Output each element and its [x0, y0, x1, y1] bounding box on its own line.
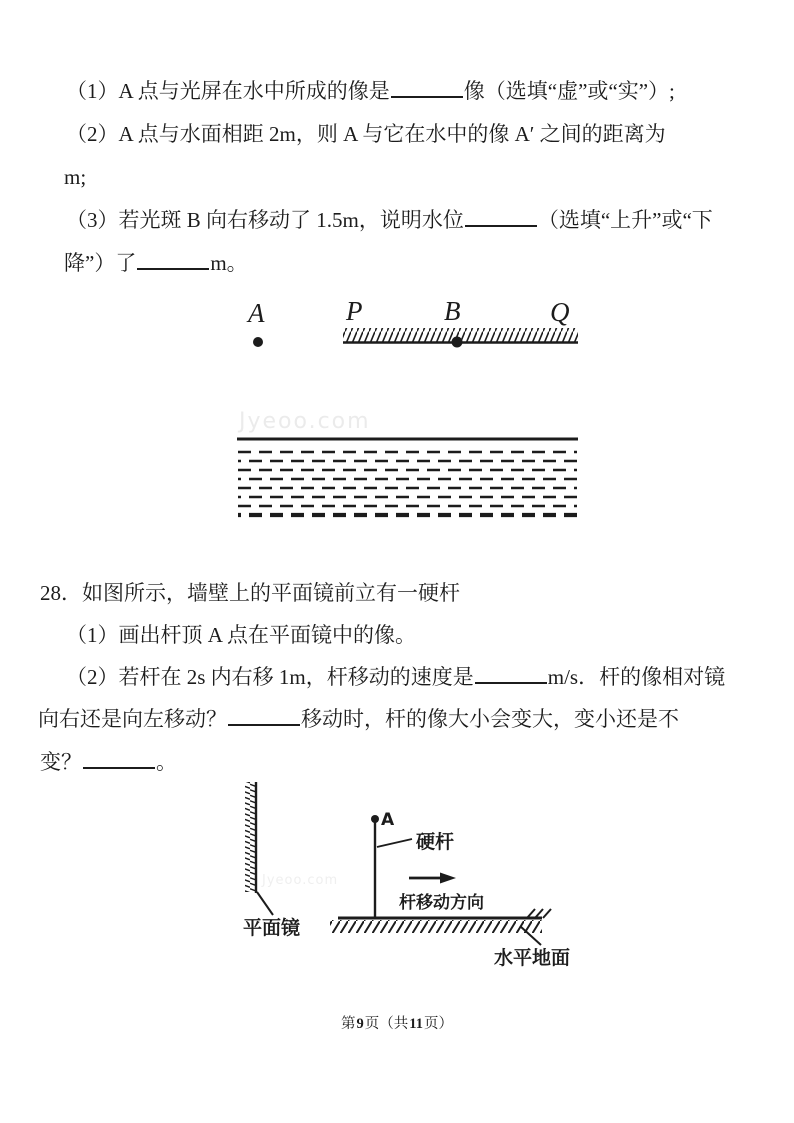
q27-item3-answer-blank — [465, 207, 537, 227]
q28-item2-cont1-answer-blank — [228, 706, 300, 726]
fig2-mirror-label-pointer — [257, 892, 273, 915]
fig1-label-point-q: Q — [550, 297, 570, 327]
q27-item2-text: （2）A 点与水面相距 2m，则 A 与它在水中的像 A′ 之间的距离为 — [66, 122, 666, 146]
footer-suffix: 页） — [423, 1016, 453, 1032]
fig2-mirror-label: 平面镜 — [243, 917, 301, 939]
fig2-watermark: Jyeoo.com — [262, 873, 339, 888]
figure-mirror-rod — [228, 778, 608, 978]
q27-item3-cont-post: m。 — [210, 251, 248, 275]
q28-header-text: 28．如图所示，墙壁上的平面镜前立有一硬杆 — [40, 581, 460, 605]
q28-item2-line — [66, 664, 725, 691]
q28-item2-cont2-post: 。 — [156, 750, 177, 774]
fig2-mirror-hatching — [245, 782, 256, 892]
footer-prefix: 第 — [341, 1016, 356, 1032]
fig2-ground-label: 水平地面 — [494, 947, 571, 969]
fig1-label-point-a: A — [248, 298, 265, 328]
fig2-ground-hatching — [330, 920, 542, 933]
q27-item1-line — [66, 78, 675, 105]
q28-item1-text: （1）画出杆顶 A 点在平面镜中的像。 — [66, 623, 417, 647]
fig2-label-point-a: A — [381, 810, 395, 830]
q27-item3-cont-pre: 降”）了 — [64, 251, 137, 275]
footer-middle: 页（共 — [364, 1016, 409, 1032]
q28-item2-cont1-post: 移动时，杆的像大小会变大，变小还是不 — [301, 707, 679, 731]
q27-item1-post: 像（选填“虚”或“实”）; — [463, 79, 675, 103]
fig2-direction-arrow-head — [440, 873, 456, 884]
q27-item3-line — [66, 207, 713, 234]
fig2-rod-top-dot — [371, 815, 379, 823]
footer-page-number: 9 — [356, 1016, 364, 1032]
fig1-point-a-dot — [253, 337, 263, 347]
q28-item2-cont1-pre: 向右还是向左移动？ — [38, 707, 227, 731]
q27-item3-post: （选填“上升”或“下 — [537, 208, 713, 232]
q28-item2-cont2-answer-blank — [83, 749, 155, 769]
fig2-rod-label: 硬杆 — [416, 831, 455, 853]
q27-item1-answer-blank — [391, 78, 463, 98]
fig2-direction-label: 杆移动方向 — [399, 893, 484, 913]
fig1-watermark: Jyeoo.com — [239, 409, 371, 434]
q27-item1-pre: （1）A 点与光屏在水中所成的像是 — [66, 79, 390, 103]
fig1-point-b-dot — [452, 337, 463, 348]
q28-item1-line — [66, 622, 416, 649]
q28-item2-cont2-pre: 变？ — [40, 750, 82, 774]
q28-item2-answer-blank — [475, 664, 547, 684]
q27-item3-continuation — [64, 250, 248, 277]
q28-item2-post: m/s．杆的像相对镜 — [547, 665, 726, 689]
footer-total-pages: 11 — [409, 1016, 423, 1032]
q27-item2-continuation — [64, 164, 86, 191]
fig2-rod-label-pointer — [377, 839, 412, 847]
fig1-water-dashes — [238, 452, 577, 515]
page-footer — [0, 1012, 794, 1033]
q27-item2-cont-text: m; — [64, 165, 87, 189]
q28-item2-continuation2 — [40, 749, 177, 776]
fig1-label-point-p: P — [346, 296, 363, 326]
figure-water-reflection — [225, 288, 595, 533]
q27-item3-pre: （3）若光斑 B 向右移动了 1.5m，说明水位 — [66, 208, 464, 232]
q28-item2-continuation1 — [38, 706, 679, 733]
q28-item2-pre: （2）若杆在 2s 内右移 1m，杆移动的速度是 — [66, 665, 474, 689]
fig1-label-point-b: B — [444, 296, 461, 326]
q28-number-line — [40, 580, 460, 607]
q27-item3-cont-answer-blank — [137, 250, 209, 270]
q27-item2-line — [66, 121, 666, 148]
